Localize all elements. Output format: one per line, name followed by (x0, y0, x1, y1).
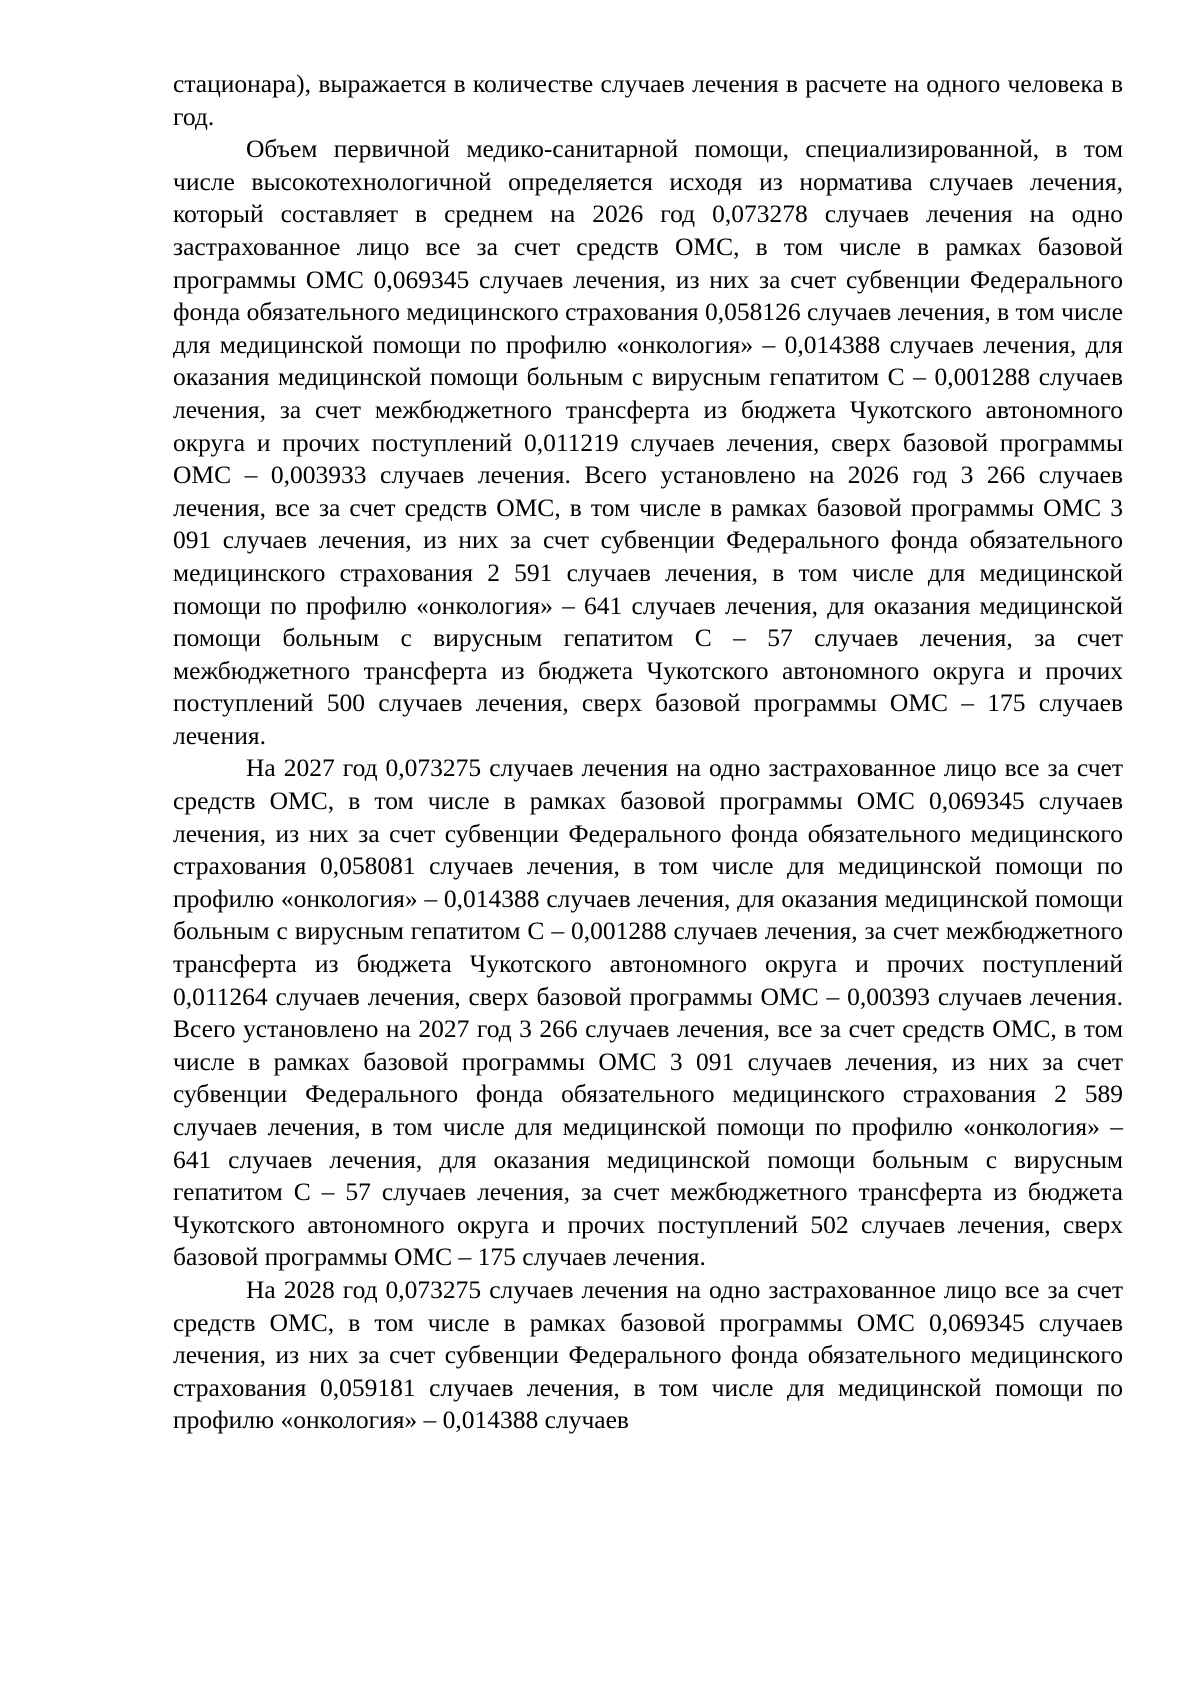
paragraph-2027-volume: На 2027 год 0,073275 случаев лечения на одно застрахованное лицо все за счет средств ОМС, в том числе в рамках базовой программы ОМС 0,069345 случаев лечения, из них за счет субвенции Федерального фонда обязательного медицинского страхования 0,058081 случаев лечения, в том числе для медицинской помощи по профилю «онкология» – 0,014388 случаев лечения, для оказания медицинской помощи больным с вирусным гепатитом С – 0,001288 случаев лечения, за счет межбюджетного трансферта из бюджета Чукотского автономного округа и прочих поступлений 0,011264 случаев лечения, сверх базовой программы ОМС – 0,00393 случаев лечения. Всего установлено на 2027 год 3 266 случаев лечения, все за счет средств ОМС, в том числе в рамках базовой программы ОМС 3 091 случаев лечения, из них за счет субвенции Федерального фонда обязательного медицинского страхования 2 589 случаев лечения, в том числе для медицинской помощи по профилю «онкология» – 641 случаев лечения, для оказания медицинской помощи больным с вирусным гепатитом С – 57 случаев лечения, за счет межбюджетного трансферта из бюджета Чукотского автономного округа и прочих поступлений 502 случаев лечения, сверх базовой программы ОМС – 175 случаев лечения. (173, 753, 1123, 1272)
paragraph-continuation: стационара), выражается в количестве случаев лечения в расчете на одного человека в год. (173, 69, 1123, 131)
paragraph-2028-volume: На 2028 год 0,073275 случаев лечения на одно застрахованное лицо все за счет средств ОМС, в том числе в рамках базовой программы ОМС 0,069345 случаев лечения, из них за счет субвенции Федерального фонда обязательного медицинского страхования 0,059181 случаев лечения, в том числе для медицинской помощи по профилю «онкология» – 0,014388 случаев (173, 1274, 1123, 1435)
paragraph-2026-volume: Объем первичной медико-санитарной помощи, специализированной, в том числе высокотехнологичной определяется исходя из норматива случаев лечения, который составляет в среднем на 2026 год 0,073278 случаев лечения на одно застрахованное лицо все за счет средств ОМС, в том числе в рамках базовой программы ОМС 0,069345 случаев лечения, из них за счет субвенции Федерального фонда обязательного медицинского страхования 0,058126 случаев лечения, в том числе для медицинской помощи по профилю «онкология» – 0,014388 случаев лечения, для оказания медицинской помощи больным с вирусным гепатитом С – 0,001288 случаев лечения, за счет межбюджетного трансферта из бюджета Чукотского автономного округа и прочих поступлений 0,011219 случаев лечения, сверх базовой программы ОМС – 0,003933 случаев лечения. Всего установлено на 2026 год 3 266 случаев лечения, все за счет средств ОМС, в том числе в рамках базовой программы ОМС 3 091 случаев лечения, из них за счет субвенции Федерального фонда обязательного медицинского страхования 2 591 случаев лечения, в том числе для медицинской помощи по профилю «онкология» – 641 случаев лечения, для оказания медицинской помощи больным с вирусным гепатитом С – 57 случаев лечения, за счет межбюджетного трансферта из бюджета Чукотского автономного округа и прочих поступлений 500 случаев лечения, сверх базовой программы ОМС – 175 случаев лечения. (173, 134, 1123, 750)
